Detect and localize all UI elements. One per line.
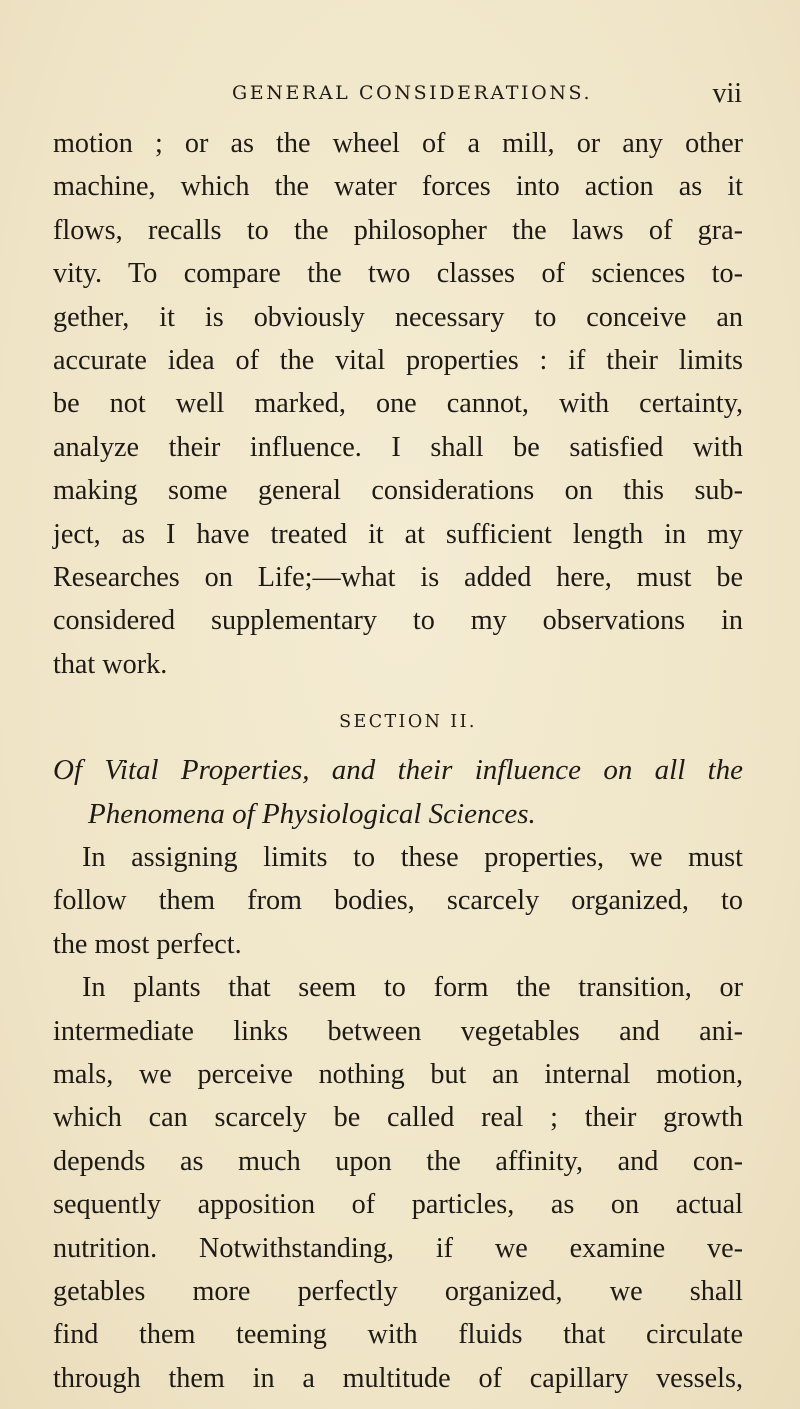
text-line: flows, recalls to the philosopher the laws of gra- [53,214,743,246]
text-line: nutrition. Notwithstanding, if we examine ve- [53,1232,743,1264]
paragraph [53,966,743,1400]
text-line: intermediate links between vegetables and ani- [53,1015,743,1047]
text-line: depends as much upon the affinity, and con- [53,1145,743,1177]
paragraph-continued [53,122,743,686]
text-line: accurate idea of the vital properties : if their limits [53,344,743,376]
text-line: sequently apposition of particles, as on actual [53,1189,743,1221]
text-line: through them in a multitude of capillary vessels, [53,1362,743,1394]
paragraph [53,836,743,966]
text-line: analyze their influence. I shall be satisfied with [53,431,743,463]
section-title-line: Of Vital Properties, and their influence on all the [53,754,743,787]
text-line: getables more perfectly organized, we shall [53,1275,743,1307]
text-line: considered supplementary to my observations in [53,605,743,637]
page-number: vii [712,78,742,109]
text-line: which can scarcely be called real ; their growth [53,1102,743,1134]
text-line: follow them from bodies, scarcely organized, to [53,885,743,917]
text-line: In assigning limits to these properties, we must [82,842,743,874]
section-heading: SECTION II. [339,712,477,733]
text-line: ject, as I have treated it at sufficient length in my [53,518,743,550]
text-line: that work. [53,648,168,680]
text-line: vity. To compare the two classes of sciences to- [53,258,743,290]
text-line: making some general considerations on this sub- [53,475,743,507]
text-line: the most perfect. [53,928,242,960]
text-line: In plants that seem to form the transition, or [82,972,743,1004]
page-body [53,122,743,1400]
text-line: Researches on Life;—what is added here, must be [53,561,743,593]
running-head: GENERAL CONSIDERATIONS. [232,82,593,104]
text-line: find them teeming with fluids that circulate [53,1319,743,1351]
text-line: machine, which the water forces into action as it [53,171,743,203]
page-header [232,78,742,108]
text-line: motion ; or as the wheel of a mill, or any other [53,128,743,159]
text-line: be not well marked, one cannot, with certainty, [53,388,743,420]
section-title-line: Phenomena of Physiological Sciences. [88,798,536,831]
text-line: mals, we perceive nothing but an internal motion, [53,1059,743,1091]
text-line: gether, it is obviously necessary to conceive an [53,301,743,333]
